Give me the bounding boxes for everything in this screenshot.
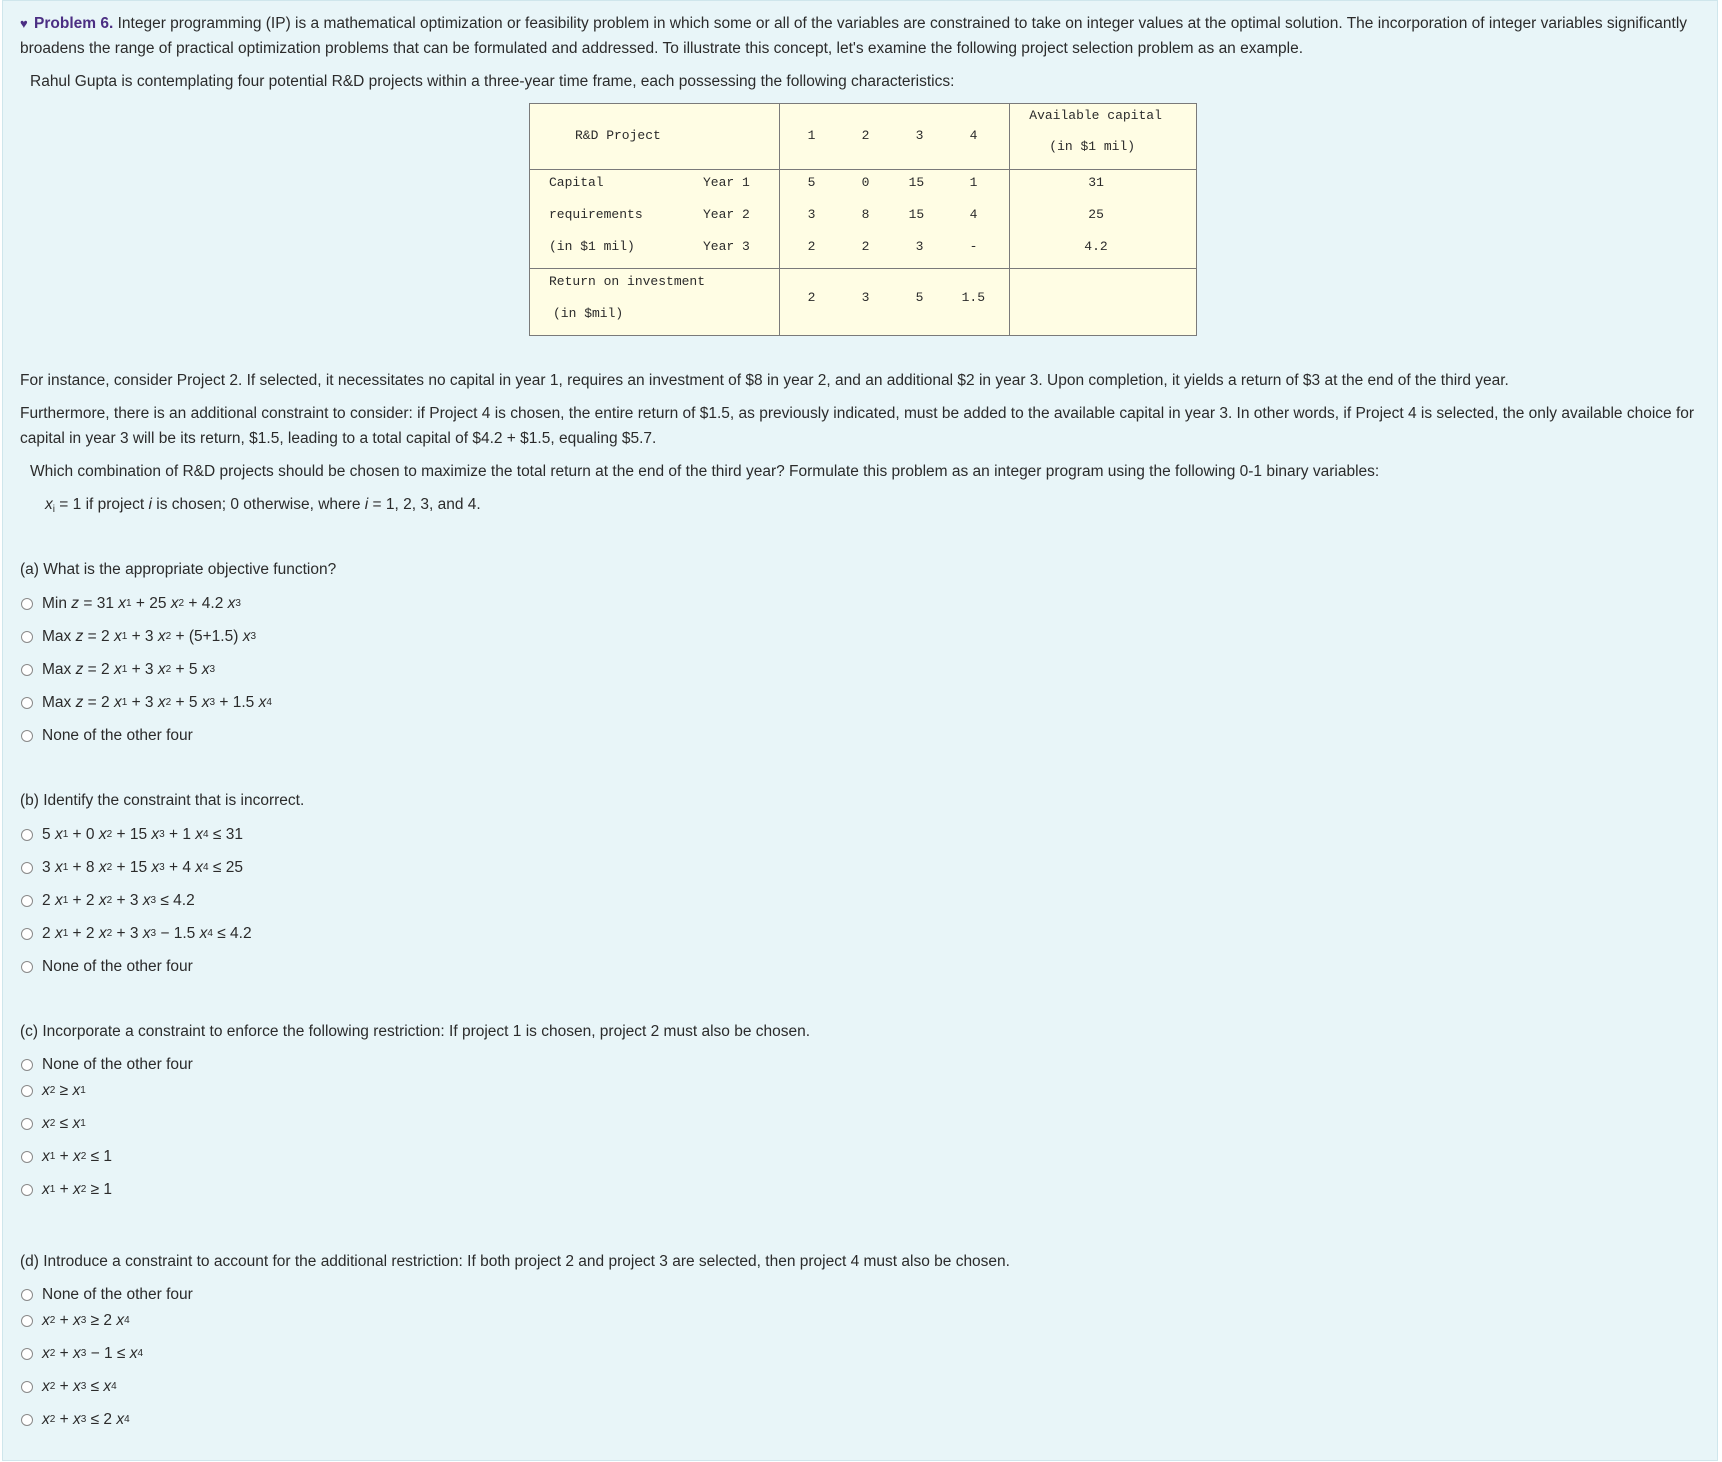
header-project-cell bbox=[530, 104, 780, 170]
req-y1-p3: 15 bbox=[908, 175, 925, 190]
req-y3-p4: - bbox=[969, 239, 978, 254]
option-b1[interactable]: 5 x 1 + 0 x 2 + 15 x 3 + 1 x 4 ≤ 31 bbox=[20, 824, 243, 846]
roi-p1: 2 bbox=[807, 290, 816, 305]
radio-icon[interactable] bbox=[21, 730, 33, 742]
radio-icon[interactable] bbox=[21, 1059, 33, 1071]
option-d1[interactable]: None of the other four bbox=[20, 1284, 193, 1306]
capital-label-1: Capital bbox=[549, 175, 604, 190]
option-c4[interactable]: x 1 + x 2 ≤ 1 bbox=[20, 1146, 112, 1168]
radio-icon[interactable] bbox=[21, 1315, 33, 1327]
req-y3-p1: 2 bbox=[807, 239, 816, 254]
available-values-cell bbox=[1010, 170, 1197, 269]
year-label-3: Year 3 bbox=[703, 239, 750, 254]
option-d4[interactable]: x 2 + x 3 ≤ x 4 bbox=[20, 1376, 117, 1398]
capital-label-cell bbox=[530, 170, 780, 269]
radio-icon[interactable] bbox=[21, 1151, 33, 1163]
project-col-4: 4 bbox=[969, 128, 978, 143]
question-text: Which combination of R&D projects should be chosen to maximize the total return at the end of the third year? Formulate this problem as an integer program using the following 0-1 binary variables: bbox=[30, 463, 1380, 480]
req-y1-p1: 5 bbox=[807, 175, 816, 190]
radio-icon[interactable] bbox=[21, 1118, 33, 1130]
option-a5[interactable]: None of the other four bbox=[20, 725, 193, 747]
capital-label-3: (in $1 mil) bbox=[549, 239, 635, 254]
option-a4[interactable]: Max z = 2 x 1 + 3 x 2 + 5 x 3 + 1.5 x 4 bbox=[20, 692, 272, 714]
question-c: (c) Incorporate a constraint to enforce the following restriction: If project 1 is chosen, project 2 must also be chosen. bbox=[20, 1023, 811, 1040]
option-c2[interactable]: x 2 ≥ x 1 bbox=[20, 1080, 86, 1102]
available-y3: 4.2 bbox=[1084, 239, 1108, 254]
radio-icon[interactable] bbox=[21, 631, 33, 643]
available-y1: 31 bbox=[1088, 175, 1104, 190]
option-b5[interactable]: None of the other four bbox=[20, 956, 193, 978]
req-y3-p3: 3 bbox=[915, 239, 924, 254]
radio-icon[interactable] bbox=[21, 1085, 33, 1097]
project-col-1: 1 bbox=[807, 128, 816, 143]
option-a3[interactable]: Max z = 2 x 1 + 3 x 2 + 5 x 3 bbox=[20, 659, 215, 681]
option-a1[interactable]: Min z = 31 x 1 + 25 x 2 + 4.2 x 3 bbox=[20, 593, 241, 615]
project-col-3: 3 bbox=[915, 128, 924, 143]
radio-icon[interactable] bbox=[21, 1289, 33, 1301]
option-d5[interactable]: x 2 + x 3 ≤ 2 x 4 bbox=[20, 1409, 130, 1431]
radio-icon[interactable] bbox=[21, 1348, 33, 1360]
year-label-1: Year 1 bbox=[703, 175, 750, 190]
option-c5[interactable]: x 1 + x 2 ≥ 1 bbox=[20, 1179, 112, 1201]
radio-icon[interactable] bbox=[21, 1414, 33, 1426]
req-y2-p1: 3 bbox=[807, 207, 816, 222]
header-project: R&D Project bbox=[575, 128, 661, 143]
problem-setup: Rahul Gupta is contemplating four potential R&D projects within a three-year time frame, each possessing the following characteristics: bbox=[30, 73, 955, 90]
header-projects-cell bbox=[779, 104, 1010, 170]
roi-empty-cell bbox=[1010, 269, 1197, 336]
radio-icon[interactable] bbox=[21, 895, 33, 907]
project-col-2: 2 bbox=[861, 128, 870, 143]
year-label-2: Year 2 bbox=[703, 207, 750, 222]
header-capital-line1: Available capital bbox=[1029, 108, 1162, 123]
variable-definition: $x_i = 1$ if project i is chosen; 0 otherwise, where i = 1, 2, 3, and 4. bbox=[45, 496, 481, 515]
header-capital-cell bbox=[1010, 104, 1197, 170]
question-a: (a) What is the appropriate objective function? bbox=[20, 561, 337, 578]
roi-label-2: (in $mil) bbox=[553, 306, 624, 321]
option-b3[interactable]: 2 x 1 + 2 x 2 + 3 x 3 ≤ 4.2 bbox=[20, 890, 195, 912]
roi-label-1: Return on investment bbox=[549, 274, 706, 289]
radio-icon[interactable] bbox=[21, 598, 33, 610]
req-y1-p2: 0 bbox=[861, 175, 870, 190]
radio-icon[interactable] bbox=[21, 664, 33, 676]
req-y2-p2: 8 bbox=[861, 207, 870, 222]
radio-icon[interactable] bbox=[21, 1381, 33, 1393]
roi-label-cell bbox=[530, 269, 780, 336]
available-y2: 25 bbox=[1088, 207, 1104, 222]
option-b2[interactable]: 3 x 1 + 8 x 2 + 15 x 3 + 4 x 4 ≤ 25 bbox=[20, 857, 243, 879]
option-a2[interactable]: Max z = 2 x 1 + 3 x 2 + (5+1.5) x 3 bbox=[20, 626, 256, 648]
example-text: For instance, consider Project 2. If selected, it necessitates no capital in year 1, requires an investment of $8 in year 2, and an additional $2 in year 3. Upon completion, it yields a return of $3 at the end of the third year. bbox=[20, 372, 1509, 389]
req-y1-p4: 1 bbox=[969, 175, 978, 190]
question-d: (d) Introduce a constraint to account for the additional restriction: If both project 2 and project 3 are selected, then project 4 must also be chosen. bbox=[20, 1253, 1010, 1270]
radio-icon[interactable] bbox=[21, 829, 33, 841]
radio-icon[interactable] bbox=[21, 1184, 33, 1196]
radio-icon[interactable] bbox=[21, 697, 33, 709]
header-capital-line2: (in $1 mil) bbox=[1049, 139, 1136, 154]
option-b4[interactable]: 2 x 1 + 2 x 2 + 3 x 3 − 1.5 x 4 ≤ 4.2 bbox=[20, 923, 252, 945]
option-d3[interactable]: x 2 + x 3 − 1 ≤ x 4 bbox=[20, 1343, 143, 1365]
capital-values-cell bbox=[779, 170, 1010, 269]
option-d2[interactable]: x 2 + x 3 ≥ 2 x 4 bbox=[20, 1310, 130, 1332]
heart-icon: ♥ bbox=[20, 16, 28, 31]
problem-intro bbox=[20, 11, 1710, 61]
roi-p4: 1.5 bbox=[961, 290, 986, 305]
roi-p3: 5 bbox=[915, 290, 924, 305]
radio-icon[interactable] bbox=[21, 928, 33, 940]
capital-label-2: requirements bbox=[549, 207, 643, 222]
problem-number: Problem 6. bbox=[34, 15, 114, 32]
radio-icon[interactable] bbox=[21, 862, 33, 874]
option-c3[interactable]: x 2 ≤ x 1 bbox=[20, 1113, 86, 1135]
constraint-text: Furthermore, there is an additional constraint to consider: if Project 4 is chosen, the entire return of $1.5, as previously indicated, must be added to the available capital in year 3. In other words, if Project 4 is selected, the only available choice for capital in year 3 will be its return, $1.5, leading to a total capital of $4.2 + $1.5, equaling $5.7. bbox=[20, 405, 1695, 447]
radio-icon[interactable] bbox=[21, 961, 33, 973]
roi-values-cell bbox=[779, 269, 1010, 336]
problem-intro-text: Integer programming (IP) is a mathematical optimization or feasibility problem in which some or all of the variables are constrained to take on integer values at the optimal solution. The incorporation of integer variables significantly broadens the range of practical optimization problems that can be formulated and addressed. To illustrate this concept, let's examine the following project selection problem as an example. bbox=[20, 15, 1688, 57]
option-c1[interactable]: None of the other four bbox=[20, 1054, 193, 1076]
project-table bbox=[529, 103, 1197, 336]
question-b: (b) Identify the constraint that is incorrect. bbox=[20, 792, 305, 809]
req-y2-p3: 15 bbox=[908, 207, 925, 222]
roi-p2: 3 bbox=[861, 290, 870, 305]
req-y3-p2: 2 bbox=[861, 239, 870, 254]
req-y2-p4: 4 bbox=[969, 207, 978, 222]
